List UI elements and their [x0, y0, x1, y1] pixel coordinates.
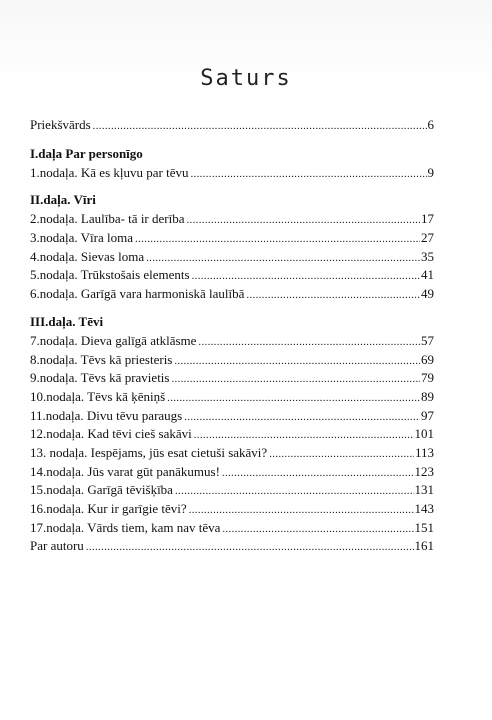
toc-entry-label: 7.nodaļa. Dieva galīgā atklāsme	[30, 332, 197, 348]
leader-dots	[189, 504, 414, 516]
toc-entry	[30, 520, 434, 539]
toc-entry	[30, 464, 434, 483]
toc-page-number: 151	[414, 519, 434, 535]
toc-entry-label: 10.nodaļa. Tēvs kā ķēniņš	[30, 388, 166, 404]
toc-page-number: 97	[421, 407, 434, 423]
leader-dots	[198, 336, 420, 348]
toc-page-number: 57	[421, 332, 434, 348]
toc-page-number: 35	[421, 248, 434, 264]
toc-page-number: 17	[421, 211, 434, 227]
toc-entry-label: 14.nodaļa. Jūs varat gūt panākumus!	[30, 463, 220, 479]
toc-entry	[30, 426, 434, 445]
toc-entry-label: Par autoru	[30, 538, 84, 554]
toc-page-number: 131	[414, 482, 434, 498]
leader-dots	[190, 168, 426, 180]
toc-entry	[30, 352, 434, 371]
toc-entry	[30, 501, 434, 520]
toc-page-number: 143	[414, 501, 434, 516]
toc-entry-preface	[30, 117, 434, 136]
toc-entry	[30, 165, 434, 184]
toc-page-number: 9	[427, 164, 434, 180]
toc-page-number: 161	[414, 538, 434, 554]
toc-page-number: 27	[421, 230, 434, 246]
part-heading-1: I.daļa Par personīgo	[30, 145, 143, 161]
toc-entry-label: 8.nodaļa. Tēvs kā priesteris	[30, 351, 173, 367]
toc-entry-about	[30, 538, 434, 557]
leader-dots	[184, 411, 420, 423]
leader-dots	[222, 523, 413, 535]
toc-page-number: 89	[421, 388, 434, 404]
toc-entry-label: 13. nodaļa. Iespējams, jūs esat cietuši sakāvi?	[30, 444, 268, 460]
toc-page-number: 41	[421, 267, 434, 283]
toc-page-number: 123	[414, 463, 434, 479]
toc-entry-label: 2.nodaļa. Laulība- tā ir derība	[30, 211, 185, 227]
toc-entry	[30, 370, 434, 389]
toc-entry-label: 5.nodaļa. Trūkstošais elements	[30, 267, 190, 283]
leader-dots	[146, 252, 420, 264]
toc-page-number: 113	[414, 444, 434, 460]
part-heading-3: III.daļa. Tēvi	[30, 313, 104, 329]
leader-dots	[174, 355, 420, 367]
leader-dots	[86, 541, 414, 553]
toc-entry	[30, 249, 434, 268]
leader-dots	[222, 467, 414, 479]
toc-entry	[30, 389, 434, 408]
toc-page-number: 69	[421, 351, 434, 367]
toc-entry-label: 4.nodaļa. Sievas loma	[30, 248, 145, 264]
toc-entry	[30, 333, 434, 352]
part-heading-2: II.daļa. Vīri	[30, 192, 96, 208]
toc-entry	[30, 230, 434, 249]
toc-page-number: 79	[421, 370, 434, 386]
leader-dots	[93, 120, 427, 132]
toc-entry-label: 6.nodaļa. Garīgā vara harmoniskā laulībā	[30, 286, 245, 302]
leader-dots	[135, 233, 420, 245]
leader-dots	[269, 448, 414, 460]
toc-page-number: 49	[421, 286, 434, 302]
leader-dots	[175, 485, 414, 497]
table-of-contents	[30, 117, 434, 557]
toc-entry-label: 1.nodaļa. Kā es kļuvu par tēvu	[30, 164, 189, 180]
leader-dots	[246, 289, 420, 301]
leader-dots	[192, 270, 420, 282]
leader-dots	[167, 392, 420, 404]
toc-entry-label: 17.nodaļa. Vārds tiem, kam nav tēva	[30, 519, 221, 535]
toc-entry-label: 3.nodaļa. Vīra loma	[30, 230, 134, 246]
toc-entry-label: 15.nodaļa. Garīgā tēvišķība	[30, 482, 173, 498]
toc-entry	[30, 408, 434, 427]
toc-entry	[30, 211, 434, 230]
toc-entry-label: 16.nodaļa. Kur ir garīgie tēvi?	[30, 501, 187, 516]
toc-entry	[30, 445, 434, 464]
leader-dots	[171, 373, 420, 385]
toc-entry-label: Priekšvārds	[30, 117, 91, 132]
toc-entry-label: 9.nodaļa. Tēvs kā pravietis	[30, 370, 170, 386]
leader-dots	[187, 214, 421, 226]
toc-page-number: 6	[427, 117, 434, 132]
toc-entry	[30, 267, 434, 286]
leader-dots	[194, 429, 414, 441]
toc-entry	[30, 286, 434, 305]
toc-entry-label: 11.nodaļa. Divu tēvu paraugs	[30, 407, 183, 423]
page-title: Saturs	[200, 66, 292, 91]
toc-page-number: 101	[414, 426, 434, 442]
toc-entry-label: 12.nodaļa. Kad tēvi cieš sakāvi	[30, 426, 192, 442]
toc-entry	[30, 482, 434, 501]
